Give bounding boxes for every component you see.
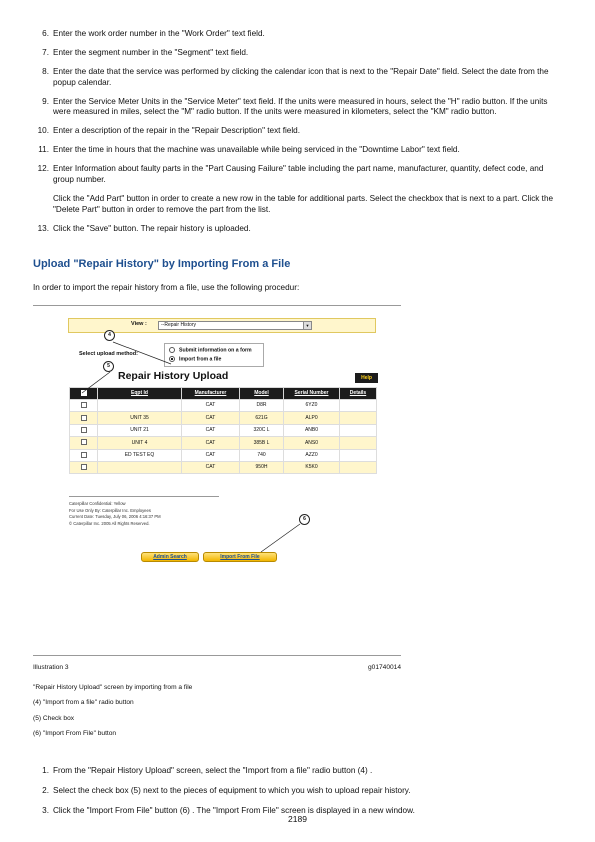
model-cell: 950H (240, 461, 284, 473)
help-button[interactable]: Help (355, 373, 378, 383)
step-item (33, 164, 563, 216)
step-item (33, 786, 563, 797)
model-cell: 621G (240, 412, 284, 424)
column-header[interactable]: Details (340, 388, 377, 400)
step-item (33, 224, 563, 235)
step-number: 8. (42, 66, 49, 76)
step-number: 2. (42, 785, 49, 795)
upload-method-label: Select upload method: (79, 351, 138, 357)
section-heading: Upload "Repair History" by Importing From a File (33, 258, 291, 270)
step-item (33, 29, 563, 40)
step-text: Enter the segment number in the "Segment" text field. (53, 47, 249, 57)
illustration-top-rule (33, 305, 401, 306)
column-header[interactable]: Manufacturer (182, 388, 240, 400)
serial-cell: ANS0 (284, 437, 340, 449)
step-number: 3. (42, 805, 49, 815)
column-header[interactable]: Serial Number (284, 388, 340, 400)
serial-cell: ALP0 (284, 412, 340, 424)
confidential-line: © Caterpillar Inc. 2005 All Rights Reserved. (69, 520, 150, 526)
manufacturer-cell: CAT (182, 400, 240, 412)
figure-label: Illustration 3 (33, 664, 69, 671)
step-text: Enter the work order number in the "Work Order" text field. (53, 29, 265, 38)
step-item (33, 97, 563, 118)
step-text: Click the "Save" button. The repair history is uploaded. (53, 223, 251, 233)
caption-line: (5) Check box (33, 714, 75, 722)
admin-search-button[interactable]: Admin Search (141, 552, 199, 562)
manufacturer-cell: CAT (182, 412, 240, 424)
serial-cell: 6YZ0 (284, 400, 340, 412)
import-file-label: Import from a file (179, 356, 222, 363)
view-label: View : (131, 321, 147, 327)
serial-cell: AZZ0 (284, 449, 340, 461)
confidential-line: Caterpillar Confidential: Yellow (69, 501, 126, 506)
step-number: 13. (37, 223, 49, 233)
column-header[interactable]: Model (240, 388, 284, 400)
page-number: 2189 (288, 814, 307, 824)
step-number: 10. (37, 126, 49, 136)
step-number: 6. (42, 29, 49, 38)
step-text: Select the check box (5) next to the pieces of equipment to which you wish to upload repair history. (53, 785, 411, 795)
caption-line: "Repair History Upload" screen by importing from a file (33, 684, 193, 691)
callout-5: 5 (103, 361, 114, 372)
eqpt-id-cell: UNIT 21 (98, 424, 182, 436)
import-from-file-button[interactable]: Import From File (203, 552, 277, 562)
model-cell: 320C L (240, 424, 284, 436)
submit-form-label: Submit information on a form (179, 347, 252, 354)
eqpt-id-cell: UNIT 35 (98, 412, 182, 424)
callout-6: 6 (299, 514, 310, 525)
step-text: Enter the time in hours that the machine was unavailable while being serviced in the "Downtime Labor" text field. (53, 145, 460, 155)
chevron-down-icon: ▼ (303, 322, 311, 329)
step-item (33, 48, 563, 59)
manufacturer-cell: CAT (182, 449, 240, 461)
view-select-value: --Repair History (161, 322, 197, 328)
illustration-bottom-rule (33, 655, 401, 656)
step-text: Click the "Import From File" button (6) . The "Import From File" screen is displayed in a new window. (53, 805, 415, 815)
step-number: 11. (38, 145, 49, 155)
step-item (33, 145, 563, 156)
model-cell: 740 (240, 449, 284, 461)
figure-captions (33, 684, 192, 746)
step-text: Enter a description of the repair in the "Repair Description" text field. (53, 126, 301, 136)
caption-line: (4) "Import from a file" radio button (33, 699, 134, 707)
eqpt-id-cell: ED TEST EQ (98, 449, 182, 461)
step-number: 7. (42, 47, 49, 57)
serial-cell: K5K0 (284, 461, 340, 473)
step-item (33, 766, 563, 777)
eqpt-id-cell: UNIT 4 (98, 437, 182, 449)
confidential-line: Current Date: Tuesday, July 06, 2006 4:16:37 PM (69, 514, 161, 519)
manufacturer-cell: CAT (182, 461, 240, 473)
step-text: Enter the Service Meter Units in the "Service Meter" text field. If the units were measured in hours, select the "H" radio button. If the units were measured in miles, select the "M" radio button. If the units were measured in kilometers, select the "KM" radio button. (53, 96, 548, 117)
caption-line: (6) "Import From File" button (33, 730, 117, 738)
step-number: 12. (37, 164, 49, 174)
column-header[interactable]: Eqpt Id (98, 388, 182, 400)
figure-caption-row (33, 664, 401, 673)
intro-text: In order to import the repair history from a file, use the following procedur: (33, 283, 300, 292)
figure-id: g01740014 (367, 664, 401, 671)
procedure-steps-continued (33, 29, 563, 243)
step-number: 1. (42, 766, 49, 775)
callout-4: 4 (104, 330, 115, 341)
step-item (33, 67, 563, 88)
upload-screen-title: Repair History Upload (118, 370, 229, 382)
model-cell: 385B L (240, 437, 284, 449)
repair-history-upload-screenshot (61, 318, 381, 566)
manufacturer-cell: CAT (182, 437, 240, 449)
step-text: Enter Information about faulty parts in the "Part Causing Failure" table including the part name, manufacturer, quantity, defect code, and group number. (53, 164, 544, 184)
step-number: 9. (42, 96, 49, 106)
model-cell: D8R (240, 400, 284, 412)
confidential-line: For Use Only By: Caterpillar Inc. Employees (69, 507, 151, 513)
step-item (33, 126, 563, 137)
manufacturer-cell: CAT (182, 424, 240, 436)
step-text: From the "Repair History Upload" screen, select the "Import from a file" radio button (4) . (53, 766, 373, 775)
step-subtext: Click the "Add Part" button in order to create a new row in the table for additional parts. Select the checkbox that is next to a part. Click the "Delete Part" button in order to remove the part from the list. (53, 194, 554, 214)
callout-leader-lines (61, 318, 381, 566)
serial-cell: ANB0 (284, 424, 340, 436)
step-text: Enter the date that the service was performed by clicking the calendar icon that is next to the "Repair Date" field. Select the date from the popup calendar. (53, 66, 549, 87)
